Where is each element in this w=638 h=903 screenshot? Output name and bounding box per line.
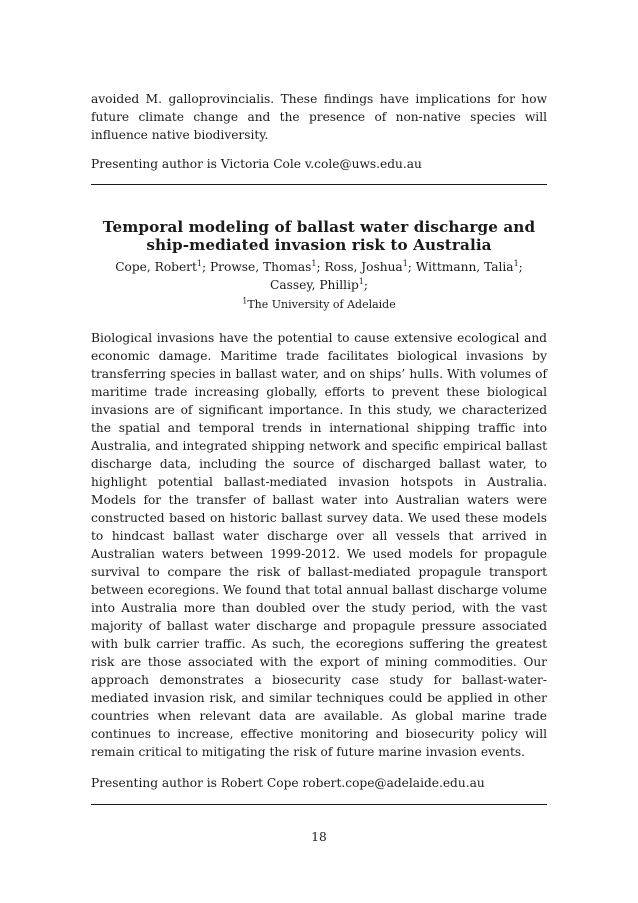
author-name: Prowse, Thomas [209, 260, 312, 274]
author-affiliation-mark: 1 [311, 258, 317, 268]
author-affiliation-mark: 1 [358, 276, 364, 286]
page-content [91, 90, 547, 805]
affiliation [91, 297, 547, 313]
author-name: Wittmann, Talia [415, 260, 514, 274]
presenting-author: Presenting author is Robert Cope robert.cope@adelaide.edu.au [91, 776, 485, 790]
abstract-title-line-2: ship-mediated invasion risk to Australia [146, 236, 492, 254]
author-name: Ross, Joshua [324, 260, 403, 274]
previous-presenting-author: Presenting author is Victoria Cole v.cole@uws.edu.au [91, 157, 422, 171]
author-name: Cope, Robert [115, 260, 197, 274]
author-affiliation-mark: 1 [402, 258, 408, 268]
page-number: 18 [311, 830, 327, 844]
author-name: Cassey, Phillip [270, 278, 359, 292]
section-divider-bottom [91, 804, 547, 805]
affiliation-number: 1 [242, 296, 248, 306]
author-affiliation-mark: 1 [196, 258, 202, 268]
abstract-title [91, 218, 547, 254]
abstract-title-line-1: Temporal modeling of ballast water discharge and [102, 218, 536, 236]
author-affiliation-mark: 1 [513, 258, 519, 268]
affiliation-name: The University of Adelaide [247, 298, 396, 311]
previous-abstract-tail: avoided M. galloprovincialis. These findings have implications for how future climate change and the presence of non-native species will influence native biodiversity. [91, 92, 547, 142]
abstract-body: Biological invasions have the potential to cause extensive ecological and economic damage. Maritime trade facilitates biological invasions by transferring species in ballast water, and on ships’ hulls. With volumes of maritime trade increasing globally, efforts to prevent these biological invasions are of significant importance. In this study, we characterized the spatial and temporal trends in international shipping traffic into Australia, and integrated shipping network and specific empirical ballast discharge data, including the source of discharged ballast water, to highlight potential ballast-mediated invasion hotspots in Australia. Models for the transfer of ballast water into Australian waters were constructed based on historic ballast survey data. We used these models to hindcast ballast water discharge over all vessels that arrived in Australian waters between 1999-2012. We used models for propagule survival to compare the risk of ballast-mediated propagule transport between ecoregions. We found that total annual ballast discharge volume into Australia more than doubled over the study period, with the vast majority of ballast water discharge and propagule pressure associated with bulk carrier traffic. As such, the ecoregions suffering the greatest risk are those associated with the export of mining commodities. Our approach demonstrates a biosecurity case study for ballast-water-mediated invasion risk, and similar techniques could be applied in other countries when relevant data are available. As global marine trade continues to increase, effective monitoring and biosecurity policy will remain critical to mitigating the risk of future marine invasion events. [91, 331, 547, 759]
author-list: Cope, Robert$^1$; Prowse, Thomas$^1$; Ross, Joshua$^1$; Wittmann, Talia$^1$; Cassey, Phillip$^1$; [115, 258, 523, 292]
